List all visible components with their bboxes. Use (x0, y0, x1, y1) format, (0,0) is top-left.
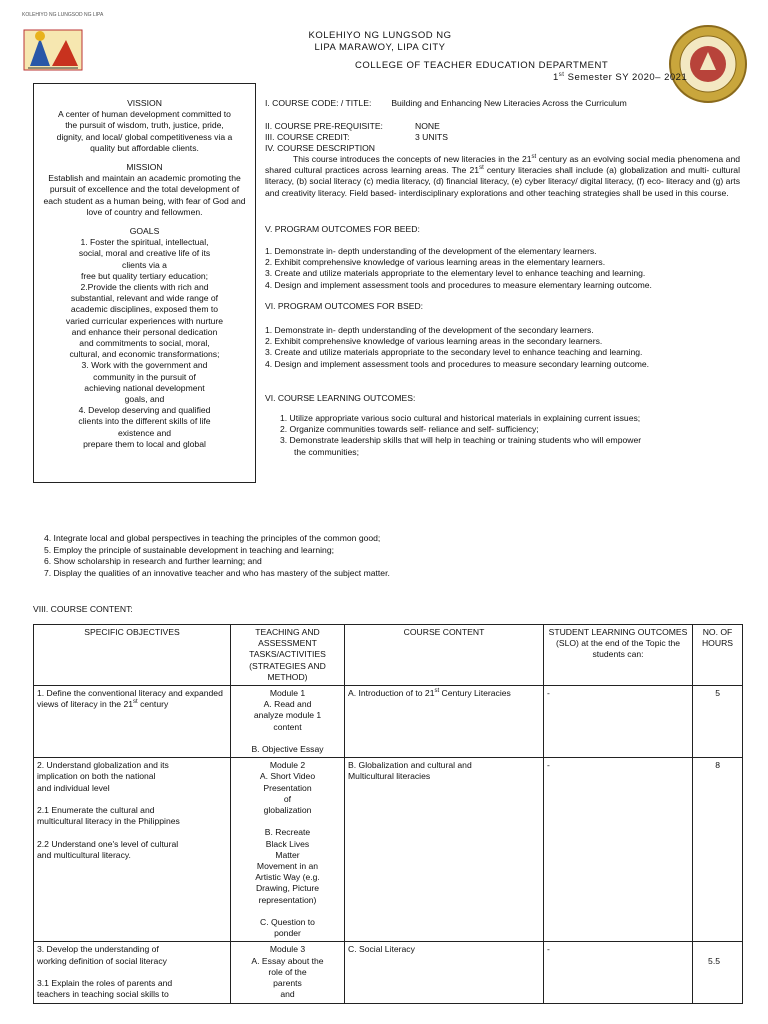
college-seal-right (668, 24, 748, 104)
objective-line: implication on both the national (37, 771, 156, 782)
list-item: 2. Organize communities towards self- reliance and self- sufficiency; (280, 424, 539, 435)
row2-hours: 8 (693, 758, 743, 942)
task-line: of (283, 793, 292, 804)
objective-line: multicultural literacy in the Philippines (37, 816, 180, 827)
row3-hours: 5.5 (693, 942, 743, 1003)
goal-line: prepare them to local and global (83, 438, 206, 449)
list-item: 1. Utilize appropriate various socio cultural and historical materials in explaining current issues; (280, 413, 641, 423)
table-header-row (34, 625, 743, 686)
task-line: representation) (258, 894, 317, 905)
task-line: Drawing, Picture (255, 883, 320, 894)
col-header-tasks: TEACHING AND ASSESSMENT TASKS/ACTIVITIES (STRATEGIES AND METHOD) (231, 625, 345, 686)
goal-line: existence and (117, 427, 172, 438)
course-description-label: IV. COURSE DESCRIPTION (265, 143, 375, 153)
course-description-text: This course introduces the concepts of new literacies in the 21st century as an evolving social media phenomena and shared cultural practices across learning areas. The 21st century literacies shall include (a) globalization and multi- cultural literacy, (b) social literacy (c) media literacy, (d) financial literacy, (e) cyber literacy/ digital literacy, (f) eco- literacy and (g) arts and creativity literacy. Field based- interdisciplinary explorations and other teaching strategies shall be used in this course. (265, 154, 741, 198)
task-line: and (280, 989, 295, 1000)
objective-line: working definition of social literacy (37, 955, 167, 966)
course-code-line: I. COURSE CODE: / TITLE: Building and Enhancing New Literacies Across the Curriculum (265, 98, 627, 108)
clo-continued-list (44, 533, 744, 579)
objective-line (37, 827, 227, 838)
bsed-list (265, 325, 745, 370)
course-content-table (33, 624, 743, 1004)
clo-title: VI. COURSE LEARNING OUTCOMES: (265, 393, 416, 403)
list-item: 4. Design and implement assessment tools and procedures to measure elementary learning outcome. (265, 279, 652, 290)
goal-line: 2.Provide the clients with rich and (80, 282, 209, 293)
task-line: globalization (263, 805, 312, 816)
task-line: Movement in an (256, 861, 319, 872)
row3-content (345, 942, 544, 1003)
task-line: B. Recreate (264, 827, 311, 838)
goal-line: and commitments to social, moral, (79, 338, 210, 349)
task-line: B. Objective Essay (251, 744, 324, 755)
objective-line (37, 794, 227, 805)
goal-line: community in the pursuit of (93, 371, 196, 382)
goal-line: social, moral and creative life of its (78, 248, 211, 259)
task-line: C. Question to (260, 917, 315, 928)
school-address: LIPA MARAWOY, LIPA CITY (314, 42, 446, 53)
row1-content: A. Introduction of to 21st Century Literacies (345, 686, 544, 758)
col-header-hours: NO. OF HOURS (693, 625, 743, 686)
bsed-title: VI. PROGRAM OUTCOMES FOR BSED: (265, 301, 424, 311)
goal-line: clients into the different skills of life (78, 416, 211, 427)
list-item: 4. Integrate local and global perspectives in teaching the principles of the common good; (44, 533, 381, 543)
row2-objectives (34, 758, 231, 942)
vission-text: A center of human development committed to the pursuit of wisdom, truth, justice, pride, dignity, and local/ global competitiveness via a quality but affordable clients. (56, 109, 233, 153)
task-line: analyze module 1 (253, 710, 322, 721)
mission-title: MISSION (126, 162, 163, 173)
beed-list (265, 246, 745, 291)
goal-line: clients via a (122, 259, 167, 270)
list-item: 3. Create and utilize materials appropriate to the secondary level to enhance teaching and learning. (265, 347, 643, 358)
objective-line: 2. Understand globalization and its (37, 760, 169, 771)
row1-slo: - (544, 686, 693, 758)
row1-hours: 5 (693, 686, 743, 758)
row1-tasks (231, 686, 345, 758)
task-line: Artistic Way (e.g. (255, 872, 320, 883)
college-logo-left (22, 26, 84, 72)
col-header-objectives: SPECIFIC OBJECTIVES (34, 625, 231, 686)
goals-list (40, 237, 249, 450)
task-line: content (273, 721, 302, 732)
table-row (34, 758, 743, 942)
task-line: A. Short Video (259, 771, 316, 782)
task-line: parents (273, 978, 302, 989)
department-name: COLLEGE OF TEACHER EDUCATION DEPARTMENT (355, 60, 609, 71)
goal-line: varied curricular experiences with nurture (65, 315, 224, 326)
list-item: 3. Demonstrate leadership skills that will help in teaching or training students who will empower (280, 435, 642, 446)
logo-left-caption: KOLEHIYO NG LUNGSOD NG LIPA (22, 12, 104, 18)
objective-line: 2.2 Understand one's level of cultural (37, 838, 179, 849)
row3-tasks (231, 942, 345, 1003)
content-line: Multicultural literacies (348, 771, 431, 782)
goal-line: achieving national development (84, 382, 205, 393)
row3-slo: - (544, 942, 693, 1003)
goal-line: goals, and (124, 394, 165, 405)
task-line (234, 906, 341, 917)
table-row (34, 942, 743, 1003)
list-item: 1. Demonstrate in- depth understanding of the development of the secondary learners. (265, 325, 594, 335)
col-header-content: COURSE CONTENT (345, 625, 544, 686)
row2-slo: - (544, 758, 693, 942)
semester-line: 1st Semester SY 2020– 2021 (553, 71, 688, 83)
goal-line: free but quality tertiary education; (80, 270, 209, 281)
task-line: Black Lives (265, 838, 310, 849)
goal-line: 1. Foster the spiritual, intellectual, (80, 237, 209, 248)
objective-line: 3. Develop the understanding of (37, 944, 159, 955)
course-credit-line: III. COURSE CREDIT: 3 UNITS (265, 132, 448, 142)
list-item: 2. Exhibit comprehensive knowledge of various learning areas in the elementary learners. (265, 257, 606, 268)
objective-line (37, 967, 227, 978)
task-line: Module 1 (269, 688, 306, 699)
objective-line: and multicultural literacy. (37, 849, 131, 860)
objective-line: 3.1 Explain the roles of parents and (37, 978, 173, 989)
objective-line: and individual level (37, 782, 110, 793)
task-line: A. Essay about the (251, 955, 324, 966)
list-item: 5. Employ the principle of sustainable development in teaching and learning; (44, 544, 334, 555)
vmg-box (33, 83, 256, 483)
goal-line: 4. Develop deserving and qualified (78, 405, 211, 416)
task-line (234, 733, 341, 744)
vission-title: VISSION (127, 98, 162, 108)
task-line: Matter (275, 849, 300, 860)
col-header-slo: STUDENT LEARNING OUTCOMES (SLO) at the end of the Topic the students can: (544, 625, 693, 686)
list-item: 3. Create and utilize materials appropriate to the elementary level to enhance teaching and learning. (265, 268, 646, 279)
list-item: 7. Display the qualities of an innovative teacher and who has mastery of the subject matter. (44, 567, 390, 578)
goals-title: GOALS (129, 226, 160, 237)
list-item: 1. Demonstrate in- depth understanding of the development of the elementary learners. (265, 246, 597, 256)
content-line: B. Globalization and cultural and (348, 760, 472, 771)
row2-content (345, 758, 544, 942)
goal-line: and enhance their personal dedication (71, 326, 218, 337)
list-item: the communities; (294, 446, 359, 457)
task-line (234, 816, 341, 827)
mission-text: Establish and maintain an academic promoting the pursuit of excellence and the total development of each student as a human being, with fear of God and love of country and fellowmen. (43, 173, 246, 217)
list-item: 4. Design and implement assessment tools and procedures to measure secondary learning outcome. (265, 358, 650, 369)
clo-list (280, 413, 750, 458)
content-line: C. Social Literacy (348, 944, 415, 955)
task-line: A. Read and (263, 699, 312, 710)
list-item: 2. Exhibit comprehensive knowledge of various learning areas in the secondary learners. (265, 336, 603, 347)
task-line: Presentation (263, 782, 312, 793)
row1-objectives: 1. Define the conventional literacy and expanded views of literacy in the 21st century (34, 686, 231, 758)
task-line: Module 2 (269, 760, 306, 771)
goal-line: substantial, relevant and wide range of (70, 293, 219, 304)
task-line: ponder (274, 928, 301, 939)
goal-line: academic disciplines, exposed them to (70, 304, 219, 315)
task-line: Module 3 (269, 944, 306, 955)
course-content-title: VIII. COURSE CONTENT: (33, 604, 133, 614)
table-row (34, 686, 743, 758)
goal-line: cultural, and economic transformations; (69, 349, 220, 360)
objective-line: 2.1 Enumerate the cultural and (37, 805, 155, 816)
objective-line: teachers in teaching social skills to (37, 989, 169, 1000)
list-item: 6. Show scholarship in research and further learning; and (44, 556, 262, 567)
row2-tasks (231, 758, 345, 942)
goal-line: 3. Work with the government and (81, 360, 208, 371)
beed-title: V. PROGRAM OUTCOMES FOR BEED: (265, 224, 420, 234)
school-name: KOLEHIYO NG LUNGSOD NG (308, 30, 452, 41)
row3-objectives (34, 942, 231, 1003)
course-prereq-line: II. COURSE PRE-REQUISITE: NONE (265, 121, 440, 131)
task-line: role of the (268, 966, 307, 977)
